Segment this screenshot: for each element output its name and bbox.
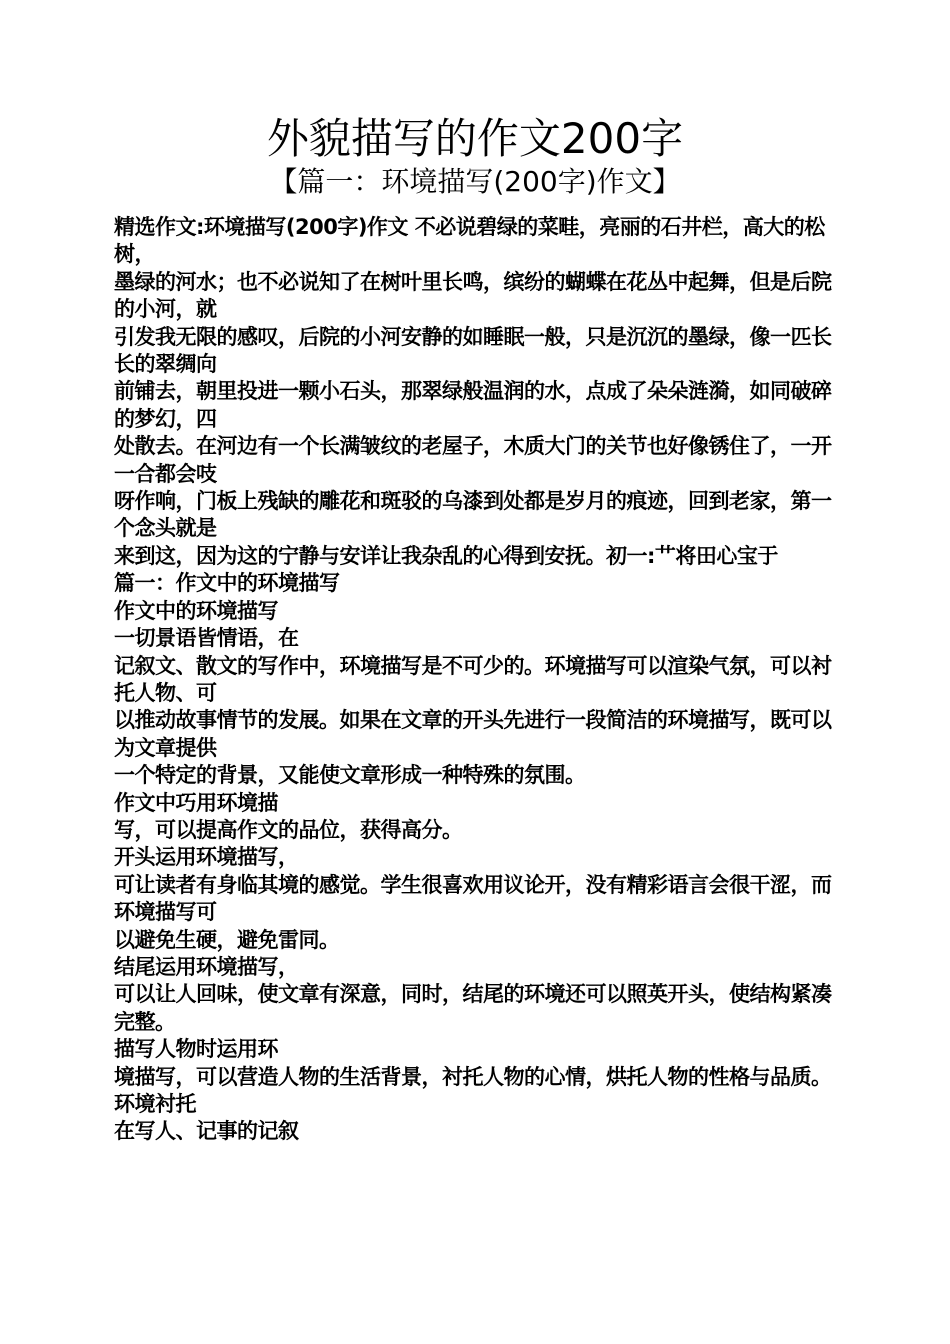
text-line: 处散去。在河边有一个长满皱纹的老屋子，木质大门的关节也好像锈住了，一开一合都会吱 bbox=[114, 434, 832, 486]
document-body bbox=[114, 214, 834, 1146]
text-line: 结尾运用环境描写， bbox=[114, 954, 299, 979]
text-line: 呀作响，门板上残缺的雕花和斑驳的乌漆到处都是岁月的痕迹，回到老家，第一个念头就是 bbox=[114, 489, 832, 541]
document-subtitle: 【篇一：环境描写(200字)作文】 bbox=[269, 165, 681, 198]
text-line: 以避免生硬，避免雷同。 bbox=[114, 927, 340, 952]
text-line: 一切景语皆情语，在 bbox=[114, 626, 299, 651]
text-line: 记叙文、散文的写作中，环境描写是不可少的。环境描写可以渲染气氛，可以衬托人物、可 bbox=[114, 653, 832, 705]
text-line: 前铺去，朝里投进一颗小石头，那翠绿般温润的水，点成了朵朵涟漪，如同破碎的梦幻，四 bbox=[114, 379, 832, 431]
text-line: 以推动故事情节的发展。如果在文章的开头先进行一段简洁的环境描写，既可以为文章提供 bbox=[114, 708, 832, 760]
text-line: 作文中的环境描写 bbox=[114, 598, 278, 623]
text-line: 可以让人回味，使文章有深意，同时，结尾的环境还可以照英开头，使结构紧凑完整。 bbox=[114, 982, 832, 1034]
paragraph bbox=[114, 214, 834, 1146]
text-line: 写，可以提高作文的品位，获得高分。 bbox=[114, 817, 463, 842]
text-line: 开头运用环境描写， bbox=[114, 845, 299, 870]
text-line: 引发我无限的感叹，后院的小河安静的如睡眠一般，只是沉沉的墨绿，像一匹长长的翠绸向 bbox=[114, 324, 832, 377]
text-line: 精选作文:环境描写(200字)作文 不必说碧绿的菜畦，亮丽的石井栏，高大的松树， bbox=[114, 215, 825, 267]
text-line: 在写人、记事的记叙 bbox=[114, 1119, 299, 1144]
text-line: 篇一：作文中的环境描写 bbox=[114, 571, 340, 596]
text-line: 描写人物时运用环 bbox=[114, 1037, 278, 1062]
text-line: 墨绿的河水；也不必说知了在树叶里长鸣，缤纷的蝴蝶在花丛中起舞，但是后院的小河，就 bbox=[114, 269, 832, 322]
text-line: 境描写，可以营造人物的生活背景，衬托人物的心情，烘托人物的性格与品质。 bbox=[114, 1064, 832, 1089]
text-line: 一个特定的背景，又能使文章形成一种特殊的氛围。 bbox=[114, 763, 586, 788]
text-line: 环境衬托 bbox=[114, 1092, 196, 1116]
document-title: 外貌描写的作文200字 bbox=[266, 114, 684, 163]
text-line: 可让读者有身临其境的感觉。学生很喜欢用议论开，没有精彩语言会很干涩，而环境描写可 bbox=[114, 872, 832, 925]
text-line: 来到这，因为这的宁静与安详让我杂乱的心得到安抚。初一:艹将田心宝于 bbox=[114, 543, 778, 568]
text-line: 作文中巧用环境描 bbox=[114, 790, 278, 815]
